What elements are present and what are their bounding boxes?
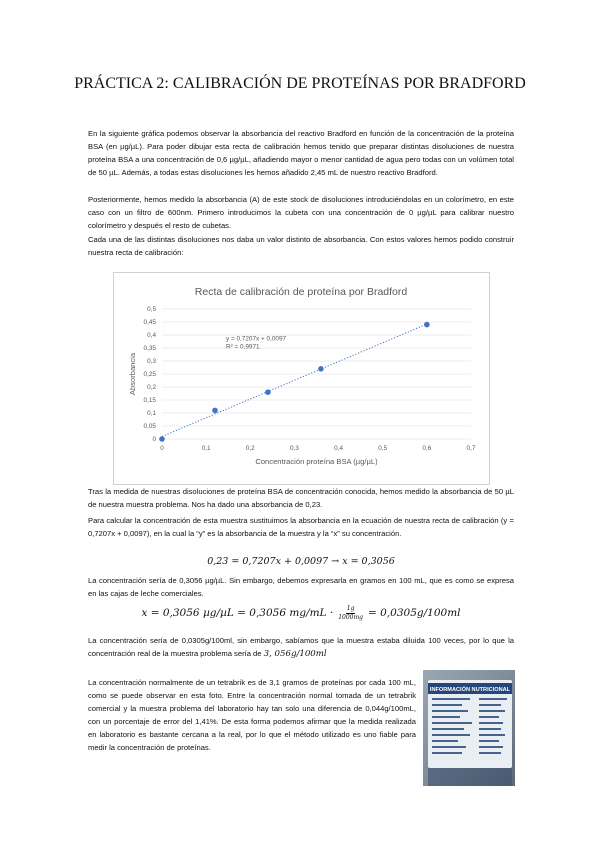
y-tick-label: 0,2 <box>147 384 156 392</box>
paragraph-units: La concentración sería de 0,3056 µg/µL. Sin embargo, debemos expresarla en gramos en 100 mL, que es como se expresa en las cajas de leche comerciales. <box>88 576 514 599</box>
y-axis-title: Absorbancia <box>128 352 137 396</box>
y-tick-label: 0,15 <box>143 397 156 405</box>
data-point <box>212 408 218 414</box>
y-tick-label: 0,25 <box>143 371 156 379</box>
trendline-equation: y = 0,7207x + 0,0097 <box>226 335 287 343</box>
paragraph-comparison: La concentración normalmente de un tetrabrik es de 3,1 gramos de proteínas por cada 100 mL, como se puede observar en esta foto. Entre la concentración normal tomada de un tetrabrik comercial y la muestra problema del laboratorio hay tan solo una diferencia de 0,044g/100mL, con un porcentaje de error del 1,41%. De esta forma podemos afirmar que la medida realizada en laboratorio es bastante cercana a la real, por lo que el método utilizado es uno fiable para medir la concentración de proteínas. <box>88 678 416 753</box>
paragraph-dilution <box>88 634 514 661</box>
paragraph-measurement: Tras la medida de nuestras disoluciones de proteína BSA de concentración conocida, hemos medido la absorbancia de 50 µL de nuestra muestra problema. Nos ha dado una absorbancia de 0,23. <box>88 487 514 510</box>
x-tick-label: 0,6 <box>422 445 432 452</box>
conversion-fraction <box>338 605 363 622</box>
nutrition-label-photo <box>423 670 515 786</box>
calibration-chart <box>113 272 490 485</box>
x-tick-label: 0,1 <box>201 445 211 452</box>
y-tick-label: 0 <box>152 436 156 444</box>
data-point <box>318 366 324 372</box>
trendline-r-squared: R² = 0,9971 <box>226 343 260 351</box>
chart-title: Recta de calibración de proteína por Bradford <box>194 286 408 298</box>
y-tick-label: 0,45 <box>143 319 156 327</box>
x-tick-label: 0,7 <box>466 445 476 452</box>
chart-canvas <box>114 273 489 484</box>
fraction-denominator: 1000mg <box>338 613 364 621</box>
equation-conversion <box>88 600 514 626</box>
data-point <box>159 436 165 442</box>
x-tick-label: 0 <box>160 445 164 452</box>
equation-solve: 0,23 = 0,7207x + 0,0097 → x = 0,3056 <box>207 556 395 567</box>
paragraph-method: Posteriormente, hemos medido la absorbancia (A) de este stock de disoluciones introduciéndolas en un colorímetro, en este caso con un filtro de 600nm. Primero introducimos la cubeta con una concentración de 0 µg/µL para calibrar nuestro colorímetro y después el resto de cubetas. <box>88 195 514 231</box>
y-tick-label: 0,4 <box>147 332 156 340</box>
x-tick-label: 0,3 <box>289 445 299 452</box>
trendline <box>162 324 427 436</box>
data-point <box>265 389 271 395</box>
x-tick-label: 0,5 <box>378 445 388 452</box>
data-point <box>424 322 430 328</box>
paragraph-intro: En la siguiente gráfica podemos observar la absorbancia del reactivo Bradford en función de la concentración de la proteína BSA (en µg/µL). Para poder dibujar esta recta de calibración hemos tenido que preparar distintas disoluciones de nuestra proteína BSA a una concentración de 0,6 µg/µL, añadiendo mayor o menor cantidad de agua pero todas con un volúmen total de 50 µL. Además, a todas estas disoluciones les hemos añadido 2,45 mL de nuestro reactivo Bradford. <box>88 129 514 178</box>
y-tick-label: 0,1 <box>147 410 156 418</box>
x-tick-label: 0,4 <box>334 445 344 452</box>
x-tick-label: 0,2 <box>245 445 255 452</box>
y-tick-label: 0,5 <box>147 306 156 314</box>
y-tick-label: 0,3 <box>147 358 156 366</box>
x-axis-title: Concentración proteína BSA (µg/µL) <box>255 457 378 466</box>
page-title: PRÁCTICA 2: CALIBRACIÓN DE PROTEÍNAS POR BRADFORD <box>74 75 526 92</box>
nutrition-label-image <box>423 670 515 786</box>
paragraph-values: Cada una de las distintas disoluciones nos daba un valor distinto de absorbancia. Con estos valores hemos podido construir nuestra recta de calibración: <box>88 235 514 258</box>
nutrition-label-heading: INFORMACIÓN NUTRICIONAL <box>429 687 511 693</box>
fraction-numerator: 1g <box>346 604 355 612</box>
equation-conversion-left: x = 0,3056 µg/µL = 0,3056 mg/mL · <box>141 607 334 619</box>
y-tick-label: 0,35 <box>143 345 156 353</box>
real-concentration-value: 3, 056g/100ml <box>263 649 327 660</box>
paragraph-dilution-text: La concentración sería de 0,0305g/100ml, sin embargo, sabíamos que la muestra estaba diluida 100 veces, por lo que la concentración real de la muestra problema sería de <box>88 636 514 659</box>
paragraph-calculation: Para calcular la concentración de esta muestra sustituimos la absorbancia en la ecuación de nuestra recta de calibración (y = 0,7207x + 0,0097), en la cual la “y” es la absorbancia de la muestra y la “x” su concentración. <box>88 516 514 539</box>
y-tick-label: 0,05 <box>143 423 156 431</box>
equation-conversion-right: = 0,0305g/100ml <box>368 607 461 619</box>
